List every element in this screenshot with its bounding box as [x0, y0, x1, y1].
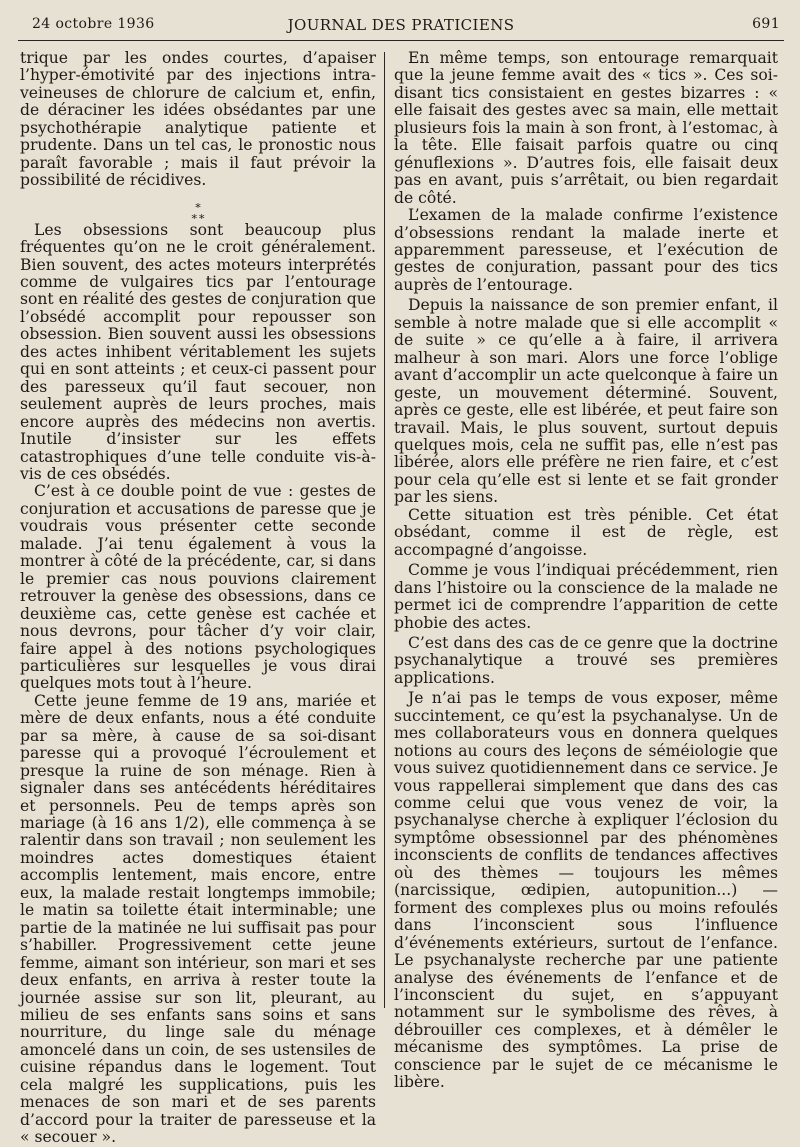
paragraph: Cette situation est très pénible. Cet état obsédant, comme il est de règle, est accompagné d’angoisse. — [394, 505, 778, 559]
journal-title: JOURNAL DES PRATICIENS — [287, 16, 515, 34]
right-column — [394, 50, 778, 1092]
left-column — [20, 50, 376, 1147]
page-number: 691 — [752, 16, 780, 32]
header-date: 24 octobre 1936 — [32, 16, 155, 32]
paragraph: Les obsessions sont beaucoup plus fréquentes qu’on ne le croit généralement. Bien souvent, des actes moteurs interprétés comme de vulgaires tics par l’entourage sont en réalité des gestes de conjuration que l’obsédé accomplit pour repousser son obsession. Bien souvent aussi les obsessions des actes inhibent véritablement les sujets qui en sont atteints ; et ceux-ci passent pour des paresseux qu’il faut secouer, non seulement auprès de leurs proches, mais encore auprès des médecins non avertis. Inutile d’insister sur les effets catastrophiques d’une telle conduite vis-à-vis de ces obsédés. — [20, 220, 376, 483]
asterism: ∗ ∗∗ — [190, 198, 206, 223]
paragraph: Cette jeune femme de 19 ans, mariée et mère de deux enfants, nous a été conduite par sa mère, à cause de sa soi-disant paresse qui a provoqué l’écroulement et presque la ruine de son ménage. Rien à signaler dans ses antécédents héréditaires et personnels. Peu de temps après son mariage (à 16 ans 1/2), elle commença à se ralentir dans son travail ; non seulement les moindres actes domestiques étaient accomplis lentement, mais encore, entre eux, la malade restait longtemps immobile; le matin sa toilette était interminable; une partie de la matinée ne lui suffisait pas pour s’habiller. Progressivement cette jeune femme, aimant son intérieur, son mari et ses deux enfants, en arriva à rester toute la journée assise sur son lit, pleurant, au milieu de ses enfants sans soins et sans nourriture, du linge sale du ménage amoncelé dans un coin, de ses ustensiles de cuisine répandus dans le logement. Tout cela malgré les supplications, puis les menaces de son mari et de ses parents d’accord pour la traiter de paresseuse et la « secouer ». — [20, 691, 376, 1147]
paragraph: En même temps, son entourage remarquait que la jeune femme avait des « tics ». Ces soi-disant tics consistaient en gestes bizarres : « elle faisait des gestes avec sa main, elle mettait plusieurs fois la main à son front, à l’estomac, à la tête. Elle faisait parfois quatre ou cinq génuflexions ». D’autres fois, elle faisait deux pas en avant, puis s’arrêtait, ou bien regardait de côté. — [394, 49, 778, 207]
running-head — [18, 14, 784, 41]
paragraph: Comme je vous l’indiquai précédemment, rien dans l’histoire ou la conscience de la malade ne permet ici de comprendre l’apparition de cette phobie des actes. — [394, 561, 778, 632]
paragraph: Je n’ai pas le temps de vous exposer, même succintement, ce qu’est la psychanalyse. Un de mes collaborateurs vous en donnera quelques notions au cours des leçons de séméiologie que vous suivez quotidiennement dans ce service. Je vous rappellerai simplement que dans des cas comme celui que vous venez de voir, la psychanalyse cherche à expliquer l’éclosion du symptôme obsessionnel par des phénomènes inconscients de conflits de tendances affectives où des thèmes — toujours les mêmes (narcissique, œdipien, autopunition...) — forment des complexes plus ou moins refoulés dans l’inconscient sous l’influence d’événements extérieurs, surtout de l’enfance. Le psychanalyste recherche par une patiente analyse des événements de l’enfance et de l’inconscient du sujet, en s’appuyant notamment sur le symbolisme des rêves, à débrouiller ces complexes, et à démêler le mécanisme des symptômes. La prise de conscience par le sujet de ce mécanisme le libère. — [394, 689, 778, 1092]
paragraph: L’examen de la malade confirme l’existence d’obsessions rendant la malade inerte et apparemment paresseuse, et l’exécution de gestes de conjuration, passant pour des tics auprès de l’entourage. — [394, 206, 778, 294]
continued-paragraph: trique par les ondes courtes, d’apaiser l’hyper-émotivité par des injections intra-veineuses de chlorure de calcium et, enfin, de déraciner les idées obsédantes par une psychothérapie analytique patiente et prudente. Dans un tel cas, le pronostic nous paraît favorable ; mais il faut prévoir la possibilité de récidives. — [20, 49, 376, 190]
section-separator — [20, 192, 376, 222]
paragraph: C’est dans des cas de ce genre que la doctrine psychanalytique a trouvé ses premières applications. — [394, 633, 778, 687]
paragraph: Depuis la naissance de son premier enfant, il semble à notre malade que si elle accomplit « de suite » ce qu’elle a à faire, il arrivera malheur à son mari. Alors une force l’oblige avant d’accomplir un acte quelconque à faire un geste, un mouvement déterminé. Souvent, après ce geste, elle est libérée, et peut faire son travail. Mais, le plus souvent, surtout depuis quelques mois, cela ne suffit pas, elle n’est pas libérée, alors elle préfère ne rien faire, et c’est pour cela qu’elle est si lente et se fait gronder par les siens. — [394, 296, 778, 507]
column-rule — [384, 52, 385, 1008]
paragraph: C’est à ce double point de vue : gestes de conjuration et accusations de paresse que je voudrais vous présenter cette seconde malade. J’ai tenu également à vous la montrer à côté de la précédente, car, si dans le premier cas nous pouvions clairement retrouver la genèse des obsessions, dans ce deuxième cas, cette genèse est cachée et nous devrons, pour tâcher d’y voir clair, faire appel à des notions psychologiques particulières sur lesquelles je vous dirai quelques mots tout à l’heure. — [20, 482, 376, 693]
